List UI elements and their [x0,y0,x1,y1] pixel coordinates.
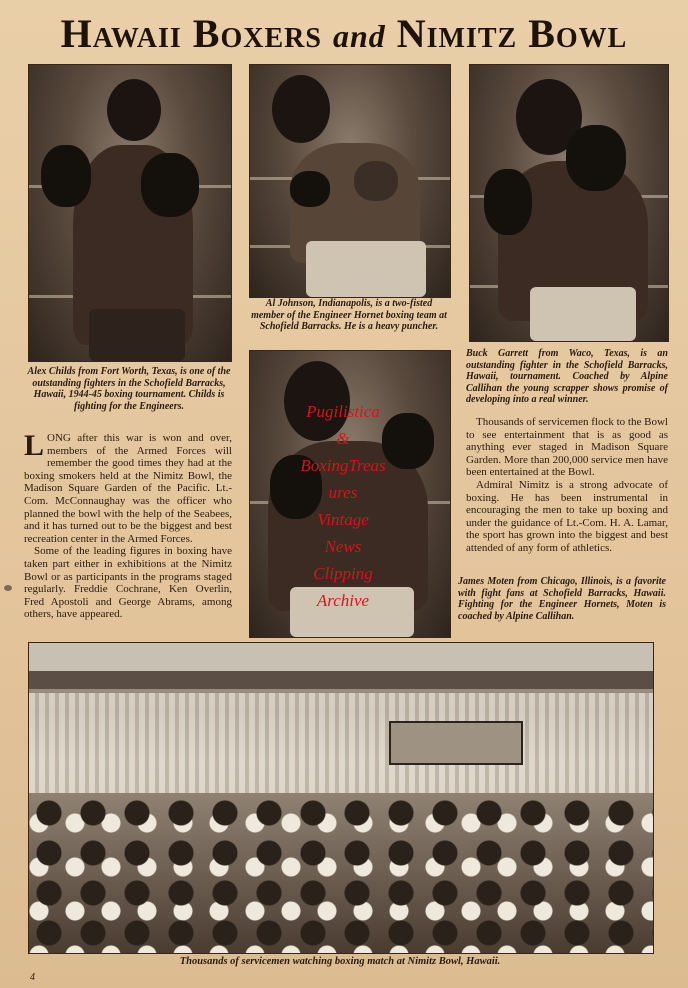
watermark-line: ures [328,483,358,502]
page-number: 4 [30,972,35,983]
photo-buck-garrett [469,64,669,342]
watermark-line: Clipping [313,564,373,583]
article-left-paragraph-1: ONG after this war is won and over, members of the Armed Forces will remember the good times they had at the boxing smokers held at the Nimitz Bowl, the Madison Square Garden of the Pacific. Lt.-Com. McConnaughay was the officer who planned the bowl with the help of the Seabees, and it has turned out to be the biggest and best recreation center in the Armed Forces. [24,432,232,545]
boxing-ring [389,721,523,765]
caption-crowd: Thousands of servicemen watching boxing match at Nimitz Bowl, Hawaii. [179,956,501,967]
title-part-1: Hawaii Boxers [60,11,322,56]
article-right [466,416,668,555]
drop-cap: L [24,429,45,462]
article-right-paragraph-1: Thousands of servicemen flock to the Bowl to see entertainment that is as good as anything ever staged in Madison Square Garden. More than 200,000 service men have been entertained at the Bowl. [466,416,668,479]
caption-buck-garrett: Buck Garrett from Waco, Texas, is an outstanding fighter in the Schofield Barracks, Hawaii, tournament. Coached by Alpine Callihan the young scrapper shows promise of developing into a real winner. [466,348,668,405]
watermark-line: Archive [316,591,370,610]
article-right-paragraph-2: Admiral Nimitz is a strong advocate of boxing. He has been instrumental in encouraging the men to take up boxing and under the guidance of Lt.-Com. H. A. Lamar, the sport has grown into the biggest and best attended of any form of athletics. [466,478,668,554]
watermark-line: & [336,429,350,448]
photo-alex-childs [28,64,232,362]
watermark-line: News [324,537,362,556]
photo-james-moten [249,350,451,638]
caption-james-moten: James Moten from Chicago, Illinois, is a favorite with fight fans at Schofield Barracks, Hawaii. Fighting for the Engineer Hornets, Moten is coached by Alpine Callihan. [458,576,666,622]
photo-al-johnson [249,64,451,298]
watermark-line: Vintage [317,510,369,529]
caption-alex-childs: Alex Childs from Fort Worth, Texas, is one of the outstanding fighters in the Schofield Barracks, Hawaii, 1944-45 boxing tournament. Childs is fighting for the Engineers. [27,366,231,412]
page-edge-mark [4,585,12,591]
caption-al-johnson: Al Johnson, Indianapolis, is a two-fisted member of the Engineer Hornet boxing team at Schofield Barracks. He is a heavy puncher. [251,298,447,332]
watermark-line: Pugilistica [306,402,380,421]
article-left-paragraph-2: Some of the leading figures in boxing have taken part either in exhibitions at the Nimitz Bowl or as participants in the programs staged regularly. Freddie Cochrane, Ken Overlin, Fred Apostoli and George Abrams, among others, have appeared. [24,545,232,621]
title-and: and [332,18,386,54]
title-part-2: Nimitz Bowl [396,11,628,56]
article-left [24,429,232,621]
page-title [0,10,688,57]
watermark-line: BoxingTreas [300,456,386,475]
photo-nimitz-bowl-crowd [28,642,654,954]
